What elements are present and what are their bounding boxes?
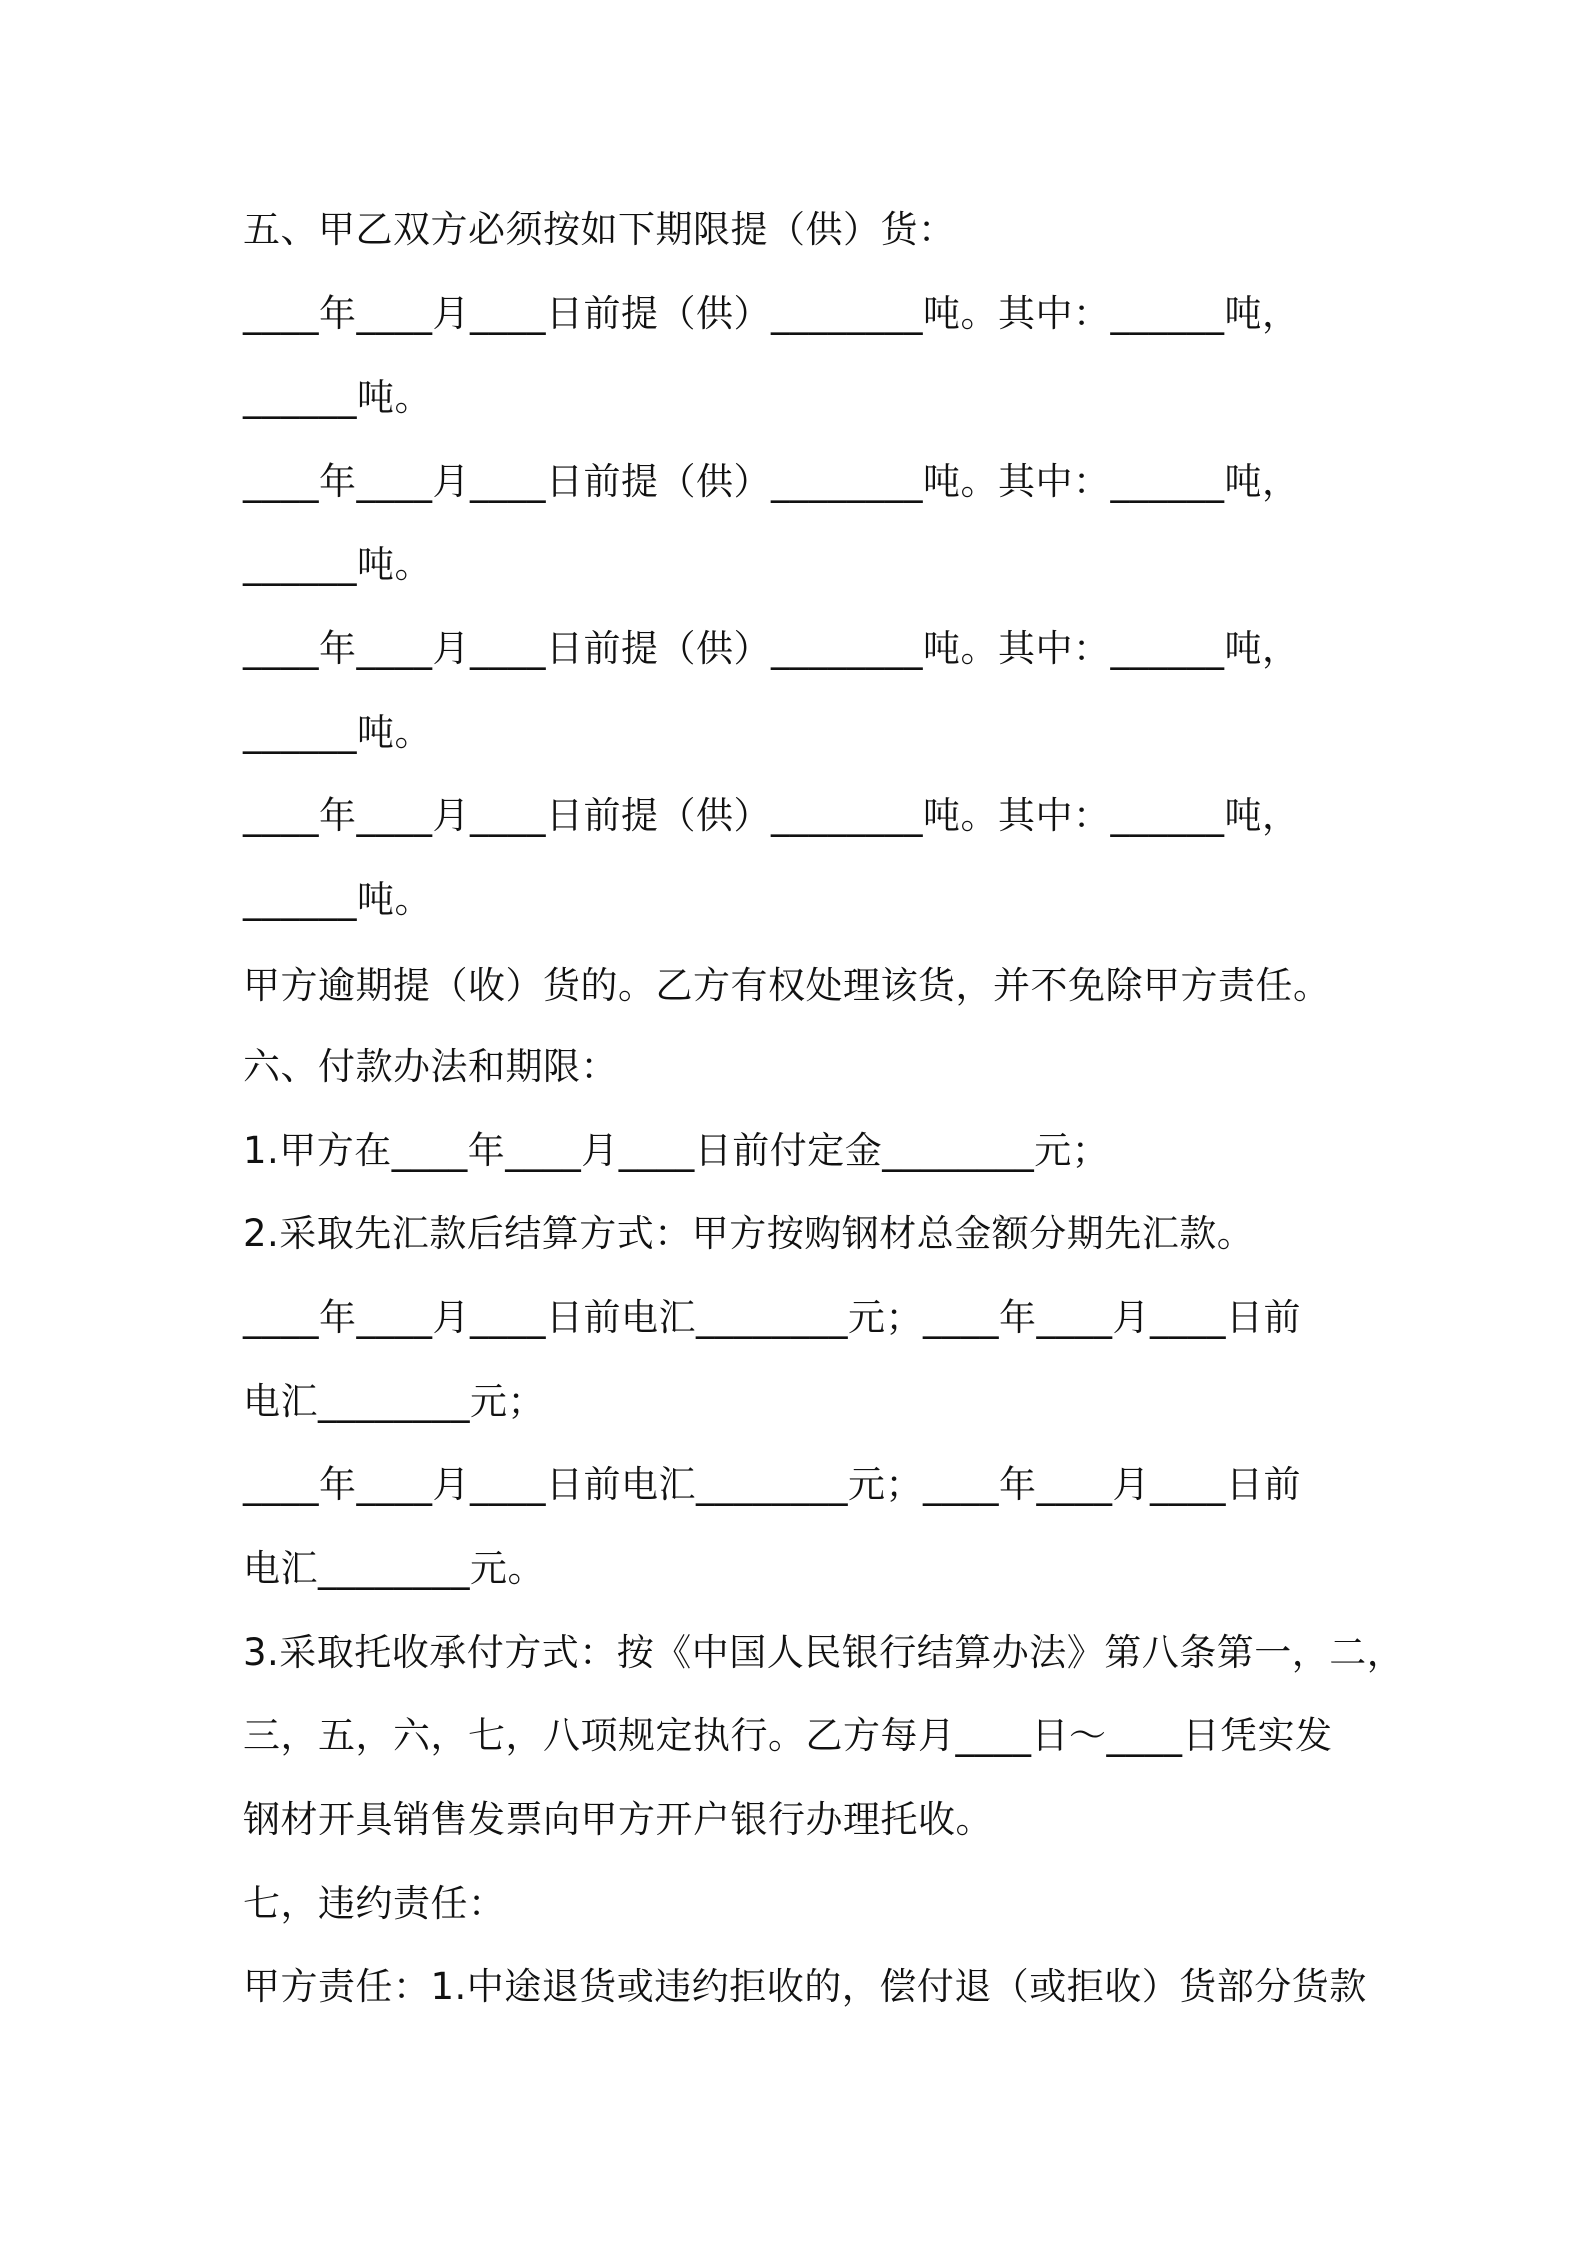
section-6-heading: 六、付款办法和期限： [243,1045,618,1088]
payment-item-2: 2.采取先汇款后结算方式：甲方按购钢材总金额分期先汇款。 [243,1212,1255,1255]
delivery-line-3: ____年____月____日前提（供）________吨。其中：______吨， [243,627,1300,670]
section-7-heading: 七，违约责任： [243,1882,506,1925]
delivery-line-3-cont: ______吨。 [243,711,432,754]
payment-item-3-cont-2: 钢材开具销售发票向甲方开户银行办理托收。 [243,1798,993,1841]
wire-line-2: ____年____月____日前电汇________元；____年____月____日前 [243,1463,1301,1506]
party-a-liability: 甲方责任：1.中途退货或违约拒收的，偿付退（或拒收）货部分货款 [243,1965,1367,2008]
delivery-line-1-cont: ______吨。 [243,376,432,419]
payment-item-3-cont-1: 三，五，六，七，八项规定执行。乙方每月____日～____日凭实发 [243,1714,1333,1757]
late-pickup-clause: 甲方逾期提（收）货的。乙方有权处理该货，并不免除甲方责任。 [243,964,1331,1007]
payment-item-3: 3.采取托收承付方式：按《中国人民银行结算办法》第八条第一，二， [243,1631,1405,1674]
delivery-line-2: ____年____月____日前提（供）________吨。其中：______吨， [243,460,1300,503]
delivery-line-4: ____年____月____日前提（供）________吨。其中：______吨， [243,794,1300,837]
wire-line-1-cont: 电汇________元； [243,1380,545,1423]
payment-item-1: 1.甲方在____年____月____日前付定金________元； [243,1129,1110,1172]
delivery-line-4-cont: ______吨。 [243,878,432,921]
delivery-line-2-cont: ______吨。 [243,543,432,586]
wire-line-2-cont: 电汇________元。 [243,1547,545,1590]
delivery-line-1: ____年____月____日前提（供）________吨。其中：______吨， [243,292,1300,335]
wire-line-1: ____年____月____日前电汇________元；____年____月____日前 [243,1296,1301,1339]
section-5-heading: 五、甲乙双方必须按如下期限提（供）货： [243,208,956,251]
